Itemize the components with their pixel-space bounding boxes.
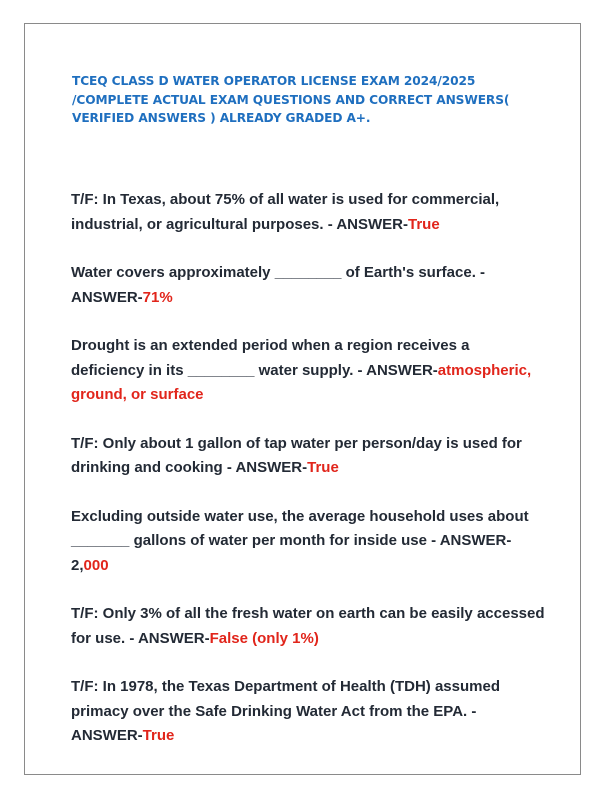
document-title: TCEQ CLASS D WATER OPERATOR LICENSE EXAM 2024/2025 /COMPLETE ACTUAL EXAM QUESTIONS AND CORRECT ANSWERS( VERIFIED ANSWERS ) ALREADY GRADED A+. bbox=[72, 74, 510, 125]
question-item-5 bbox=[71, 505, 546, 579]
answer-text: True bbox=[307, 459, 339, 476]
answer-text: True bbox=[142, 727, 175, 744]
answer-text: 71% bbox=[142, 288, 173, 306]
question-list bbox=[71, 188, 546, 773]
question-item-1 bbox=[71, 188, 546, 237]
question-item-2 bbox=[71, 261, 546, 310]
question-item-6 bbox=[71, 602, 546, 651]
answer-text: True bbox=[407, 215, 440, 233]
question-item-3 bbox=[71, 334, 546, 408]
question-text: T/F: In 1978, the Texas Department of Health (TDH) assumed primacy over the Safe Drinking Water Act from the EPA. - ANSWER- bbox=[71, 678, 500, 744]
answer-text: atmospheric, ground, or surface bbox=[71, 361, 532, 403]
question-item-4 bbox=[71, 432, 546, 481]
question-text: T/F: In Texas, about 75% of all water is used for commercial, industrial, or agricultural purposes. - ANSWER- bbox=[71, 191, 500, 233]
question-text: T/F: Only 3% of all the fresh water on earth can be easily accessed for use. - ANSWER- bbox=[71, 605, 545, 647]
question-text: T/F: Only about 1 gallon of tap water per person/day is used for drinking and cooking - ANSWER- bbox=[71, 434, 522, 476]
question-text: Water covers approximately ________ of Earth's surface. - ANSWER- bbox=[71, 264, 486, 306]
question-item-7 bbox=[71, 675, 546, 749]
question-text: Drought is an extended period when a region receives a deficiency in its ________ water supply. - ANSWER- bbox=[71, 337, 470, 379]
question-text: Excluding outside water use, the average household uses about _______ gallons of water per month for inside use - ANSWER-2, bbox=[71, 507, 529, 574]
answer-text: False (only 1%) bbox=[209, 629, 319, 647]
answer-text: 000 bbox=[83, 556, 109, 574]
